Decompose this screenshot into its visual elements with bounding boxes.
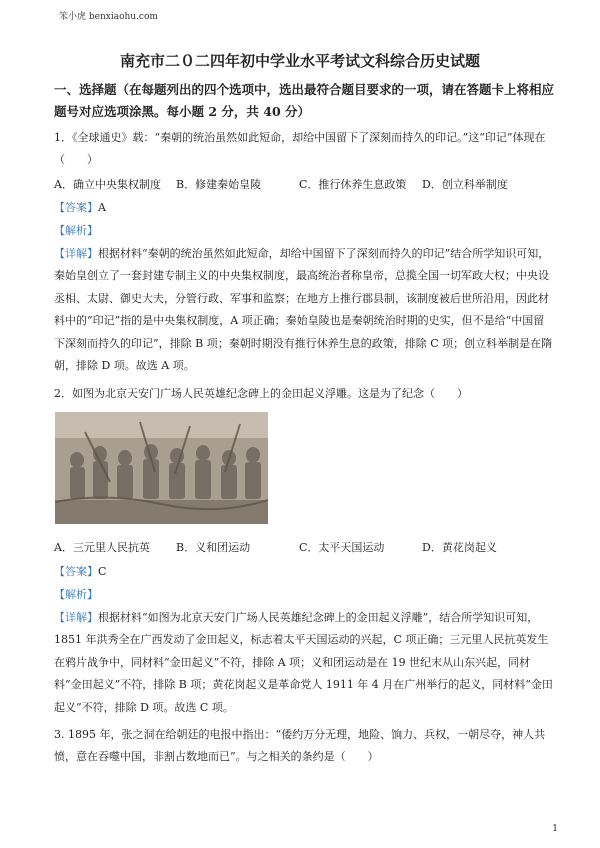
answer-value: A [98,201,106,214]
q2-answer [54,563,106,579]
question-1-stem: 1．《全球通史》载：“秦朝的统治虽然如此短命，却给中国留下了深刻而持久的印记。”这“印记”体现在（ ） [54,131,546,167]
answer-tag: 【答案】 [54,201,98,214]
q2-option-c: C．太平天国运动 [299,541,385,554]
answer-value: C [98,565,107,578]
question-2-stem: 2．如图为北京天安门广场人民英雄纪念碑上的金田起义浮雕。这是为了纪念（ ） [54,387,468,400]
question-3-stem: 3. 1895 年，张之洞在给朝廷的电报中指出：“倭约万分无理，地险、饷力、兵权，一朝尽夺，神人共愤，意在吞噬中国，非割占数地而已”。与之相关的条约是（ ） [54,728,546,764]
site-header: 笨小虎 benxiaohu.com [59,12,158,22]
q2-analysis-tag: 【解析】 [54,588,98,601]
q1-option-c: C．推行休养生息政策 [299,178,407,191]
q2-option-d: D．黄花岗起义 [422,541,497,554]
relief-sculpture-image [55,412,268,524]
detail-tag: 【详解】 [54,611,98,624]
q2-option-b: B．义和团运动 [176,541,251,554]
section-heading: 一、选择题（在每题列出的四个选项中，选出最符合题目要求的一项，请在答题卡上将相应题号对应选项涂黑。每小题 2 分，共 40 分） [54,82,555,119]
question-2-options [54,539,554,559]
q1-option-b: B．修建秦始皇陵 [176,178,262,191]
detail-text: 根据材料“如图为北京天安门广场人民英雄纪念碑上的金田起义浮雕”，结合所学知识可知，1851 年洪秀全在广西发动了金田起义，标志着太平天国运动的兴起，C 项正确；三元里人民抗英发生在鸦片战争中，同材料“金田起义”不符，排除 A 项；义和团运动是在 19 世纪末从山东兴起，同材料“金田起义”不符，排除 B 项；黄花岗起义是革命党人 1911 年 4 月在广州举行的起义，同材料“金田起义”不符，排除 D 项。故选 C 项。 [54,611,553,714]
relief-illustration [55,412,268,524]
question-1-options [54,176,554,196]
detail-text: 根据材料“秦朝的统治虽然如此短命，却给中国留下了深刻而持久的印记”结合所学知识可知，秦始皇创立了一套封建专制主义的中央集权制度，最高统治者称皇帝，总揽全国一切军政大权；中央设丞相、太尉、御史大夫，分管行政、军事和监察；在地方上推行郡县制，该制度被后世所沿用，因此材料中的“印记”指的是中央集权制度，A 项正确；秦始皇陵也是秦朝统治时期的史实，但不是给“中国留下深刻而持久的印记”，排除 B 项；秦朝时期没有推行休养生息的政策，排除 C 项；创立科举制是在隋朝，排除 D 项。故选 A 项。 [54,247,553,373]
page-number: 1 [552,824,558,834]
q1-detail [54,243,554,377]
q2-detail [54,607,554,719]
q2-option-a: A．三元里人民抗英 [54,541,150,554]
q1-analysis-tag: 【解析】 [54,224,98,237]
detail-tag: 【详解】 [54,247,98,260]
q1-option-a: A．确立中央集权制度 [54,178,161,191]
q1-option-d: D．创立科举制度 [422,178,508,191]
page-title: 南充市二０二四年初中学业水平考试文科综合历史试题 [119,52,480,70]
answer-tag: 【答案】 [54,565,98,578]
q1-answer [54,199,106,215]
